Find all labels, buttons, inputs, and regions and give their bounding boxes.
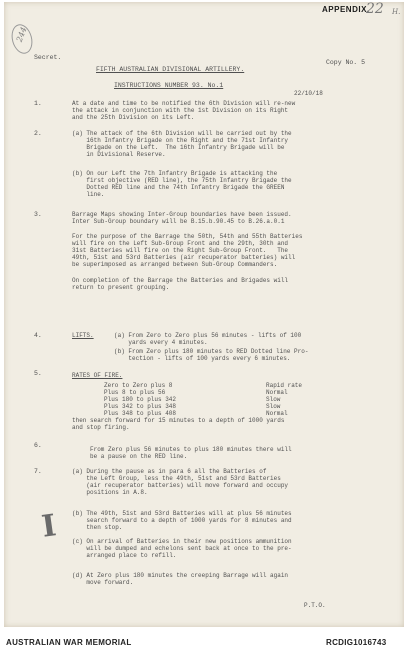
margin-mark: I bbox=[39, 508, 59, 545]
para7c-line: arranged place to refill. bbox=[72, 552, 177, 559]
para3-line: Inter Sub-Group boundary will be B.15.b.90.45 to B.26.a.0.1 bbox=[72, 218, 285, 225]
document-page bbox=[4, 2, 404, 627]
footer-institution: AUSTRALIAN WAR MEMORIAL bbox=[6, 638, 132, 647]
rate-range: Plus 348 to plus 408 bbox=[104, 410, 177, 417]
para5-title: RATES OF FIRE. bbox=[72, 372, 123, 379]
para-number: 2. bbox=[34, 130, 42, 137]
para-number: 3. bbox=[34, 211, 42, 218]
para3-line: On completion of the Barrage the Batteries and Brigades will bbox=[72, 277, 289, 284]
rate-value: Slow bbox=[266, 403, 281, 410]
para7a-line: (air recuperator batteries) will move forward and occupy bbox=[72, 482, 289, 489]
para2b-line: Dotted RED line and the 74th Infantry Brigade the GREEN bbox=[72, 184, 285, 191]
rate-value: Slow bbox=[266, 396, 281, 403]
rate-range: Plus 8 to plus 56 bbox=[104, 389, 166, 396]
rate-range: Plus 180 to plus 342 bbox=[104, 396, 177, 403]
para2b-line: line. bbox=[72, 191, 105, 198]
footer-record-id: RCDIG1016743 bbox=[326, 638, 387, 647]
para-number: 5. bbox=[34, 370, 42, 377]
appendix-number: 22 bbox=[366, 1, 384, 17]
para7a-line: positions in A.8. bbox=[72, 489, 148, 496]
rate-range: Plus 342 to plus 348 bbox=[104, 403, 177, 410]
para3-line: return to present grouping. bbox=[72, 284, 170, 291]
rate-value: Rapid rate bbox=[266, 382, 303, 389]
classification: Secret. bbox=[34, 54, 62, 61]
para3-line: be superimposed as arranged between Sub-Group Commanders. bbox=[72, 261, 278, 268]
para-number: 1. bbox=[34, 100, 42, 107]
para-number: 7. bbox=[34, 468, 42, 475]
rate-value: Normal bbox=[266, 410, 288, 417]
para4-line: yards every 4 minutes. bbox=[114, 339, 208, 346]
para7a-line: (a) During the pause as in para 6 all the Batteries of bbox=[72, 468, 267, 475]
para2a-line: 16th Infantry Brigade on the Right and the 71st Infantry bbox=[72, 137, 289, 144]
para4-line: (b) From Zero plus 180 minutes to RED Dotted line Pro- bbox=[114, 348, 309, 355]
para7b-line: (b) The 49th, 51st and 53rd Batteries will at plus 56 minutes bbox=[72, 510, 292, 517]
para2b-line: first objective (RED line), the 75th Infantry Brigade the bbox=[72, 177, 292, 184]
para3-line: For the purpose of the Barrage the 50th, 54th and 55th Batteries bbox=[72, 233, 303, 240]
para3-line: will fire on the Left Sub-Group Front and the 29th, 30th and bbox=[72, 240, 289, 247]
para4-line: (a) From Zero to Zero plus 56 minutes - lifts of 100 bbox=[114, 332, 302, 339]
para7a-line: the Left Group, less the 49th, 51st and 53rd Batteries bbox=[72, 475, 281, 482]
para3-line: Barrage Maps showing Inter-Group boundaries have been issued. bbox=[72, 211, 292, 218]
para2a-line: (a) The attack of the 6th Division will be carried out by the bbox=[72, 130, 292, 137]
para5-line: and stop firing. bbox=[72, 424, 130, 431]
para6-line: be a pause on the RED line. bbox=[90, 453, 188, 460]
para7b-line: search forward to a depth of 1000 yards for 8 minutes and bbox=[72, 517, 292, 524]
para7c-line: will be dumped and echelons sent back at once to the pre- bbox=[72, 545, 292, 552]
para1-line: and the 25th Division on its Left. bbox=[72, 114, 195, 121]
pto-note: P.T.O. bbox=[304, 602, 326, 609]
para7b-line: then stop. bbox=[72, 524, 123, 531]
margin-note: 244 bbox=[14, 25, 29, 44]
para2b-line: (b) On our Left the 7th Infantry Brigade is attacking the bbox=[72, 170, 278, 177]
para6-line: From Zero plus 56 minutes to plus 180 minutes there will bbox=[90, 446, 292, 453]
para5-line: then search forward for 15 minutes to a depth of 1000 yards bbox=[72, 417, 285, 424]
para3-line: 31st Batteries will fire on the Right Sub-Group Front. The bbox=[72, 247, 289, 254]
para4-line: tection - lifts of 100 yards every 6 minutes. bbox=[114, 355, 291, 362]
para1-line: the attack in conjunction with the 1st Division on its Right bbox=[72, 107, 289, 114]
para7d-line: move forward. bbox=[72, 579, 134, 586]
instructions-title: INSTRUCTIONS NUMBER 93. No.1 bbox=[114, 82, 224, 89]
appendix-label: APPENDIX. bbox=[322, 5, 370, 14]
document-date: 22/10/18 bbox=[294, 90, 323, 97]
para1-line: At a date and time to be notified the 6th Division will re-new bbox=[72, 100, 296, 107]
para2a-line: Brigade on the Left. The 16th Infantry Brigade will be bbox=[72, 144, 285, 151]
rate-value: Normal bbox=[266, 389, 288, 396]
para2a-line: in Divisional Reserve. bbox=[72, 151, 166, 158]
rate-range: Zero to Zero plus 8 bbox=[104, 382, 173, 389]
para-number: 6. bbox=[34, 442, 42, 449]
document-heading: FIFTH AUSTRALIAN DIVISIONAL ARTILLERY. bbox=[96, 66, 245, 73]
para3-line: 49th, 51st and 53rd Batteries (air recuperator batteries) will bbox=[72, 254, 296, 261]
para7c-line: (c) On arrival of Batteries in their new positions ammunition bbox=[72, 538, 292, 545]
para7d-line: (d) At Zero plus 180 minutes the creeping Barrage will again bbox=[72, 572, 289, 579]
para-number: 4. bbox=[34, 332, 42, 339]
appendix-suffix: H. bbox=[392, 8, 401, 16]
copy-number: Copy No. 5 bbox=[326, 59, 366, 66]
para4-title: LIFTS. bbox=[72, 332, 94, 339]
